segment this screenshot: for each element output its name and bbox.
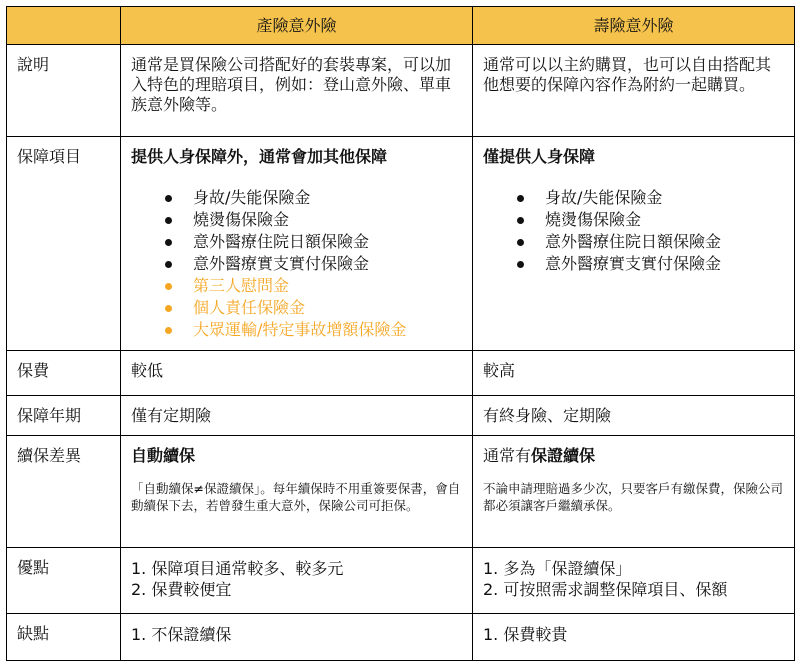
row-label-premium: 保費 bbox=[7, 351, 121, 396]
header-row bbox=[7, 7, 795, 45]
coverage-property-title: 提供人身保障外，通常會加其他保障 bbox=[131, 147, 388, 166]
row-renewal bbox=[7, 436, 795, 548]
coverage-life-title: 僅提供人身保障 bbox=[483, 147, 596, 166]
renewal-property-note: 「自動續保≠保證續保」。每年續保時不用重簽要保書，會自動續保下去，若曾發生重大意外，保險公司可拒保。 bbox=[131, 481, 461, 513]
list-item-highlight: 大眾運輸/特定事故增額保險金 bbox=[161, 319, 462, 341]
pros-property-line: 1. 保障項目通常較多、較多元 bbox=[131, 559, 344, 578]
list-item: 身故/失能保險金 bbox=[513, 187, 784, 209]
row-label-coverage: 保障項目 bbox=[7, 137, 121, 351]
row-term bbox=[7, 396, 795, 436]
list-item-highlight: 第三人慰問金 bbox=[161, 275, 462, 297]
list-item: 意外醫療實支實付保險金 bbox=[161, 253, 462, 275]
row-description bbox=[7, 45, 795, 137]
pros-life-line: 1. 多為「保證續保」 bbox=[483, 559, 632, 578]
coverage-property bbox=[121, 137, 473, 351]
row-label-description: 說明 bbox=[7, 45, 121, 137]
row-cons bbox=[7, 614, 795, 661]
cons-property bbox=[121, 614, 473, 661]
list-item: 意外醫療住院日額保險金 bbox=[513, 231, 784, 253]
row-label-pros: 優點 bbox=[7, 548, 121, 614]
premium-life: 較高 bbox=[473, 351, 795, 396]
header-property-accident-insurance: 產險意外險 bbox=[121, 7, 473, 45]
description-property: 通常是買保險公司搭配好的套裝專案，可以加入特色的理賠項目，例如：登山意外險、單車族意外險等。 bbox=[121, 45, 473, 137]
header-cell-empty bbox=[7, 7, 121, 45]
cons-life bbox=[473, 614, 795, 661]
renewal-life bbox=[473, 436, 795, 548]
list-item: 身故/失能保險金 bbox=[161, 187, 462, 209]
list-item: 燒燙傷保險金 bbox=[161, 209, 462, 231]
renewal-life-title-prefix: 通常有 bbox=[483, 446, 532, 465]
row-premium bbox=[7, 351, 795, 396]
row-label-renewal: 續保差異 bbox=[7, 436, 121, 548]
row-label-term: 保障年期 bbox=[7, 396, 121, 436]
header-life-accident-insurance: 壽險意外險 bbox=[473, 7, 795, 45]
pros-life-line: 2. 可按照需求調整保障項目、保額 bbox=[483, 580, 728, 599]
row-coverage bbox=[7, 137, 795, 351]
renewal-life-note: 不論申請理賠過多少次，只要客戶有繳保費，保險公司都必須讓客戶繼續承保。 bbox=[483, 481, 784, 513]
row-label-cons: 缺點 bbox=[7, 614, 121, 661]
list-item: 意外醫療住院日額保險金 bbox=[161, 231, 462, 253]
coverage-life-list bbox=[483, 187, 784, 275]
description-life: 通常可以以主約購買，也可以自由搭配其他想要的保障內容作為附約一起購買。 bbox=[473, 45, 795, 137]
row-pros bbox=[7, 548, 795, 614]
renewal-property bbox=[121, 436, 473, 548]
comparison-table bbox=[6, 6, 795, 661]
pros-life bbox=[473, 548, 795, 614]
cons-life-line: 1. 保費較貴 bbox=[483, 625, 568, 644]
cons-property-line: 1. 不保證續保 bbox=[131, 625, 232, 644]
term-life: 有終身險、定期險 bbox=[473, 396, 795, 436]
term-property: 僅有定期險 bbox=[121, 396, 473, 436]
renewal-life-title bbox=[483, 446, 784, 466]
renewal-property-title: 自動續保 bbox=[131, 446, 196, 465]
coverage-property-list bbox=[131, 187, 462, 341]
premium-property: 較低 bbox=[121, 351, 473, 396]
pros-property bbox=[121, 548, 473, 614]
list-item-highlight: 個人責任保險金 bbox=[161, 297, 462, 319]
renewal-life-title-bold: 保證續保 bbox=[531, 446, 596, 465]
list-item: 意外醫療實支實付保險金 bbox=[513, 253, 784, 275]
list-item: 燒燙傷保險金 bbox=[513, 209, 784, 231]
pros-property-line: 2. 保費較便宜 bbox=[131, 580, 232, 599]
coverage-life bbox=[473, 137, 795, 351]
